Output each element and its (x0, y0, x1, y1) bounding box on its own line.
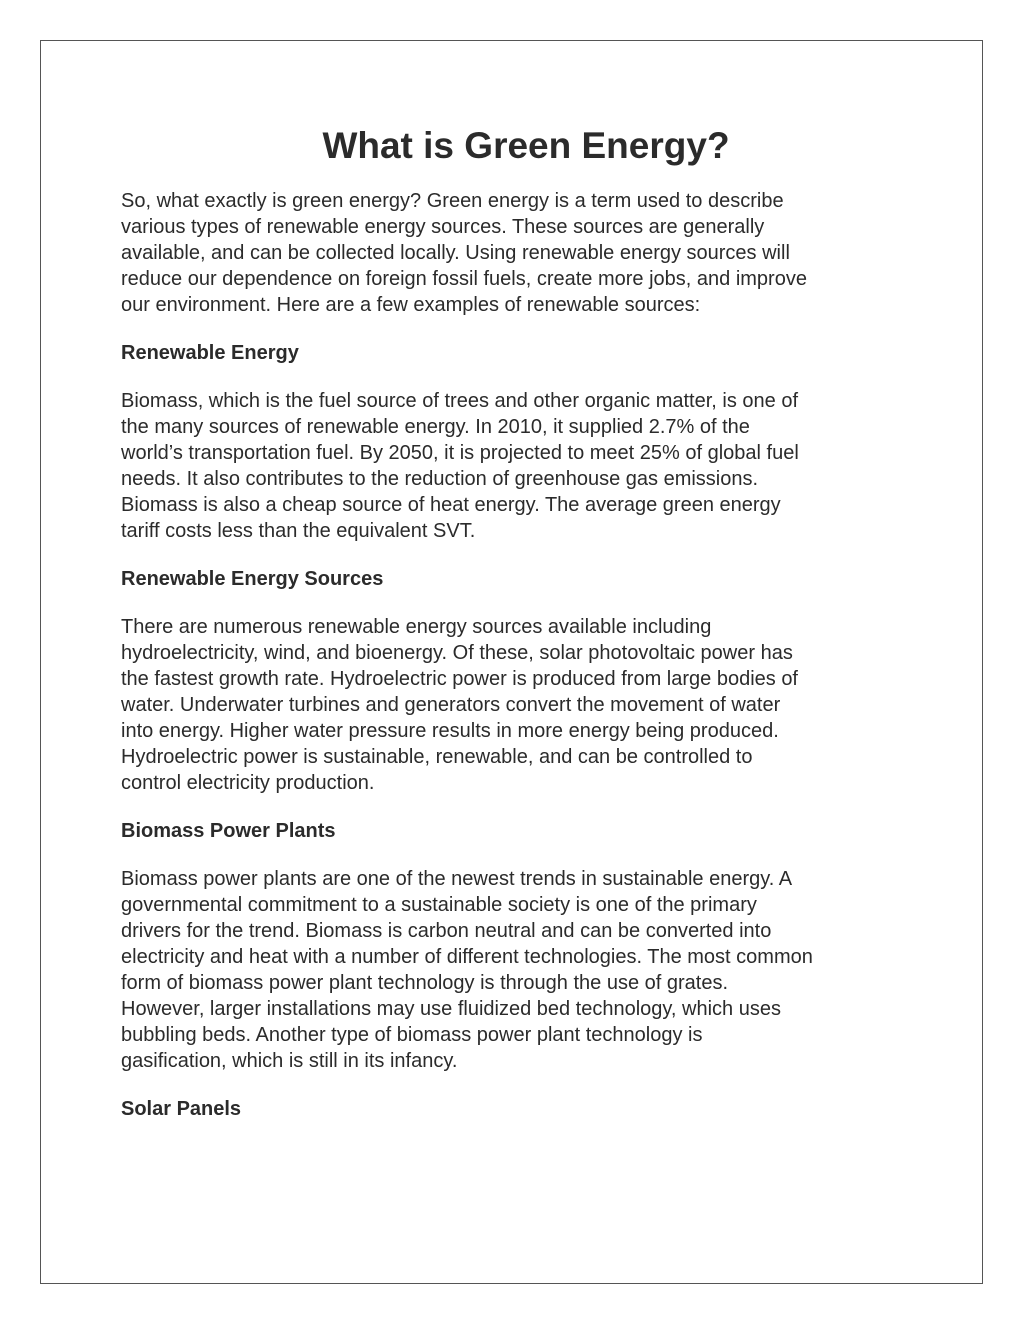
section-heading: Renewable Energy (121, 342, 299, 364)
section-heading: Renewable Energy Sources (121, 568, 384, 590)
intro-paragraph: So, what exactly is green energy? Green energy is a term used to describe various types of renewable energy sources. These sources are generally available, and can be collected locally. Using renewable energy sources will reduce our dependence on foreign fossil fuels, create more jobs, and improve our environment. Here are a few examples of renewable sources: (121, 190, 807, 316)
section-biomass-power-plants (121, 818, 921, 1074)
section-paragraph: Biomass, which is the fuel source of trees and other organic matter, is one of the many sources of renewable energy. In 2010, it supplied 2.7% of the world’s transportation fuel. By 2050, it is projected to meet 25% of global fuel needs. It also contributes to the reduction of greenhouse gas emissions. Biomass is also a cheap source of heat energy. The average green energy tariff costs less than the equivalent SVT. (121, 390, 799, 542)
section-paragraph: There are numerous renewable energy sources available including hydroelectricity, wind, and bioenergy. Of these, solar photovoltaic power has the fastest growth rate. Hydroelectric power is produced from large bodies of water. Underwater turbines and generators convert the movement of water into energy. Higher water pressure results in more energy being produced. Hydroelectric power is sustainable, renewable, and can be controlled to control electricity production. (121, 616, 798, 794)
section-renewable-energy (121, 340, 921, 544)
document-content (121, 120, 921, 1122)
section-heading: Biomass Power Plants (121, 820, 336, 842)
section-solar-panels (121, 1096, 921, 1122)
section-renewable-energy-sources (121, 566, 921, 796)
document-title: What is Green Energy? (322, 125, 730, 166)
section-heading: Solar Panels (121, 1098, 242, 1120)
section-paragraph: Biomass power plants are one of the newest trends in sustainable energy. A governmental commitment to a sustainable society is one of the primary drivers for the trend. Biomass is carbon neutral and can be converted into electricity and heat with a number of different technologies. The most common form of biomass power plant technology is through the use of grates. However, larger installations may use fluidized bed technology, which uses bubbling beds. Another type of biomass power plant technology is gasification, which is still in its infancy. (121, 868, 813, 1072)
